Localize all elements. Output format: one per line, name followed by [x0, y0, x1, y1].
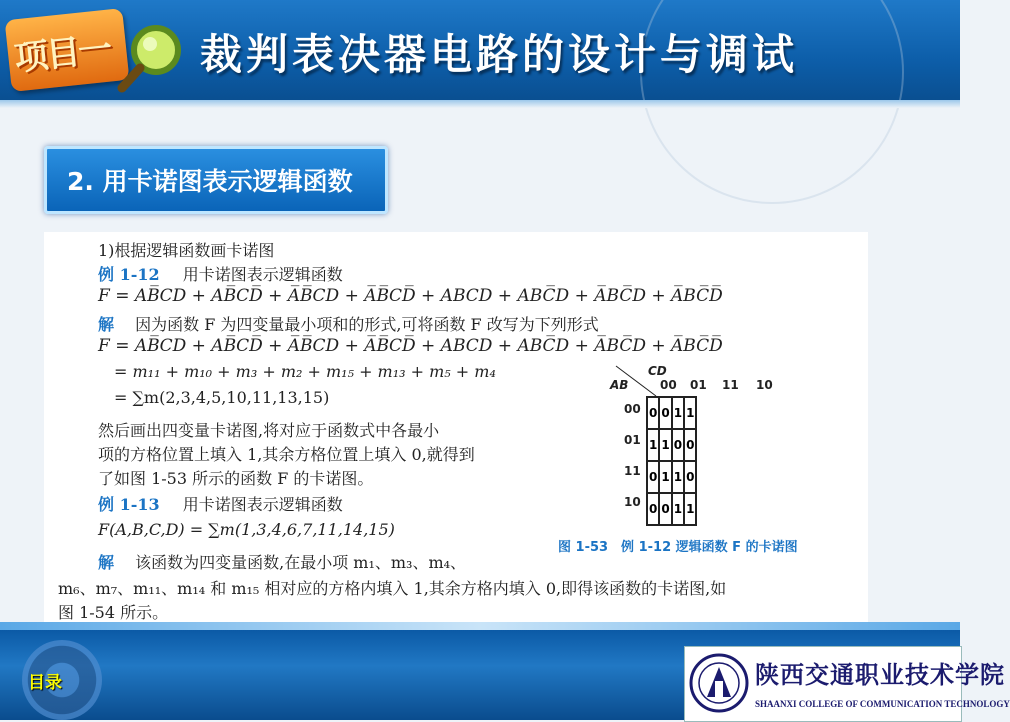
example-1-12: [98, 262, 343, 285]
example-text: 用卡诺图表示逻辑函数: [182, 265, 343, 284]
table-of-contents-button[interactable]: 目录: [28, 673, 62, 693]
kmap-cell: 0: [684, 461, 696, 493]
kmap-cell: 0: [647, 493, 659, 525]
heading-step-1: 1)根据逻辑函数画卡诺图: [98, 241, 275, 260]
kmap-cell: 0: [672, 429, 684, 461]
kmap-cell: 0: [647, 461, 659, 493]
kmap-cell: 0: [659, 493, 671, 525]
kmap-cell: 1: [659, 461, 671, 493]
kmap-cell: 0: [659, 397, 671, 429]
kmap-cell: 1: [647, 429, 659, 461]
example-text: 用卡诺图表示逻辑函数: [182, 495, 343, 514]
school-logo-panel: [684, 646, 1010, 722]
solution-label: 解: [98, 315, 115, 334]
kmap-row-header: 00: [624, 402, 641, 416]
solution-text: 该函数为四变量函数,在最小项 m₁、m₃、m₄、: [135, 553, 467, 572]
paragraph-line: m₆、m₇、m₁₁、m₁₄ 和 m₁₅ 相对应的方格内填入 1,其余方格内填入 0,即得该函数的卡诺图,如: [58, 579, 727, 598]
example-label: 例 1-13: [98, 495, 160, 514]
kmap-corner-cd: CD: [648, 364, 667, 378]
kmap-col-header: 10: [756, 378, 773, 392]
solution-2: [98, 550, 466, 573]
section-title: 2. 用卡诺图表示逻辑函数: [67, 167, 353, 196]
formula-1: F = AB̅CD + AB̅CD̅ + A̅B̅CD + A̅B̅CD̅ + ABCD + ABC̅D + A̅BC̅D + A̅BC̅D̅: [98, 286, 723, 306]
solution-1: [98, 312, 599, 335]
kmap-cell: 0: [647, 397, 659, 429]
magnifier-icon: [112, 16, 192, 96]
kmap-col-header: 01: [690, 378, 707, 392]
paragraph-line: 项的方格位置上填入 1,其余方格位置上填入 0,就得到: [98, 445, 475, 464]
page-title: 裁判表决器电路的设计与调试: [200, 30, 799, 79]
kmap-cell: 1: [684, 493, 696, 525]
kmap-cell: 1: [672, 493, 684, 525]
kmap-row: [647, 397, 696, 429]
textbook-excerpt: [44, 232, 868, 630]
kmap-cell: 1: [672, 397, 684, 429]
kmap-corner-ab: AB: [610, 378, 629, 392]
school-name-en: SHAANXI COLLEGE OF COMMUNICATION TECHNOLOGY: [755, 699, 1010, 709]
formula-2: F = AB̅CD + AB̅CD̅ + A̅B̅CD + A̅B̅CD̅ + ABCD + ABC̅D + A̅BC̅D + A̅BC̅D̅: [98, 336, 723, 356]
kmap-row-header: 11: [624, 464, 641, 478]
solution-label: 解: [98, 553, 115, 572]
header-stripe: [0, 100, 960, 108]
kmap-cell: 1: [659, 429, 671, 461]
kmap-cell: 0: [684, 429, 696, 461]
formula-4: = ∑m(2,3,4,5,10,11,13,15): [114, 388, 330, 407]
paragraph-line: 了如图 1-53 所示的函数 F 的卡诺图。: [98, 469, 374, 488]
paragraph-line: 然后画出四变量卡诺图,将对应于函数式中各最小: [98, 421, 440, 440]
kmap-cell: 1: [684, 397, 696, 429]
kmap-col-header: 11: [722, 378, 739, 392]
paragraph-line: 图 1-54 所示。: [58, 603, 169, 622]
kmap-grid: [646, 396, 697, 526]
school-name-cn: 陕西交通职业技术学院: [755, 660, 1005, 689]
kmap-cell: 1: [672, 461, 684, 493]
kmap-row: [647, 429, 696, 461]
kmap-col-header: 00: [660, 378, 677, 392]
kmap-row: [647, 461, 696, 493]
kmap-row-header: 10: [624, 495, 641, 509]
example-label: 例 1-12: [98, 265, 160, 284]
kmap-row-header: 01: [624, 433, 641, 447]
kmap-caption: 图 1-53 例 1-12 逻辑函数 F 的卡诺图: [558, 540, 798, 555]
kmap-diagonal: [608, 362, 660, 398]
project-badge-label: 项目一: [12, 29, 113, 79]
formula-3: = m₁₁ + m₁₀ + m₃ + m₂ + m₁₅ + m₁₃ + m₅ + m₄: [114, 362, 496, 381]
section-header: [44, 146, 388, 214]
formula-5: F(A,B,C,D) = ∑m(1,3,4,6,7,11,14,15): [98, 520, 395, 539]
school-emblem-icon: [689, 651, 749, 715]
solution-text: 因为函数 F 为四变量最小项和的形式,可将函数 F 改写为下列形式: [135, 315, 599, 334]
kmap-row: [647, 493, 696, 525]
example-1-13: [98, 492, 343, 515]
